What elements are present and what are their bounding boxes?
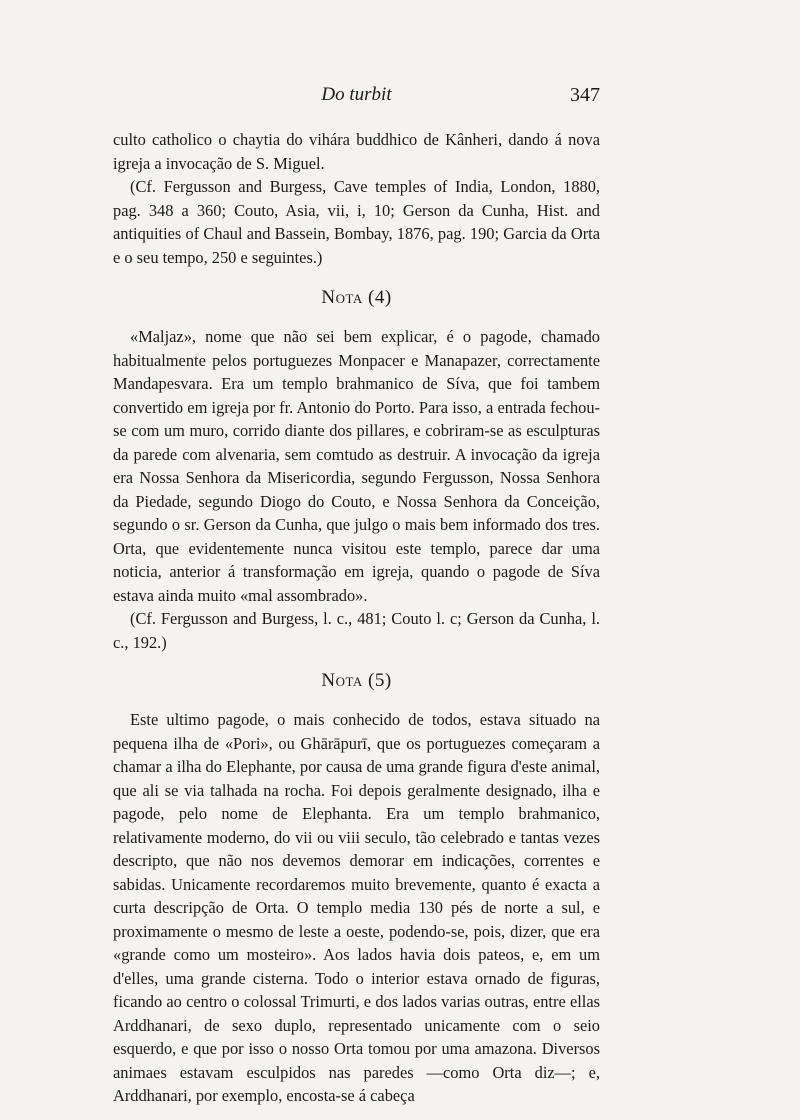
section-heading-nota-4: Nota (4) [321, 287, 392, 308]
intro-paragraph-2: (Cf. Fergusson and Burgess, Cave temples of India, London, 1880, pag. 348 a 360; Couto, Asia, vii, i, 10; Gerson da Cunha, Hist. and antiquities of Chaul and Bassein, Bombay, 1876, pag. 190; Garcia da Orta e o seu tempo, 250 e seguintes.) [113, 177, 600, 267]
running-title: Do turbit [321, 84, 392, 105]
nota4-paragraph-2: (Cf. Fergusson and Burgess, l. c., 481; Couto l. c; Gerson da Cunha, l. c., 192.) [113, 609, 600, 652]
page-number: 347 [570, 84, 600, 106]
page-body [113, 128, 600, 1108]
nota4-paragraph-1: «Maljaz», nome que não sei bem explicar, é o pagode, chamado habitualmente pelos portuguezes Monpacer e Manapazer, correctamente Mandapesvara. Era um templo brahmanico de Síva, que foi tambem convertido em igreja por fr. Antonio do Porto. Para isso, a entrada fechou-se com um muro, corrido diante dos pillares, e cobriram-se as esculpturas da parede com alvenaria, sem comtudo as destruir. A invocação da igreja era Nossa Senhora da Misericordia, segundo Fergusson, Nossa Senhora da Piedade, segundo Diogo do Couto, e Nossa Senhora da Conceição, segundo o sr. Gerson da Cunha, que julgo o mais bem informado dos tres. Orta, que evidentemente nunca visitou este templo, parece dar uma noticia, anterior á transformação em igreja, quando o pagode de Síva estava ainda muito «mal assombrado». [113, 327, 600, 605]
nota5-paragraph-1: Este ultimo pagode, o mais conhecido de todos, estava situado na pequena ilha de «Pori», ou Ghārāpurī, que os portuguezes começaram a chamar a ilha do Elephante, por causa de uma grande figura d'este animal, que ali se via talhada na rocha. Foi depois geralmente designado, ilha e pagode, pelo nome de Elephanta. Era um templo brahmanico, relativamente moderno, do vii ou viii seculo, tão celebrado e tantas vezes descripto, que não nos devemos demorar em indicações, correntes e sabidas. Unicamente recordaremos muito brevemente, quanto é exacta a curta descripção de Orta. O templo media 130 pés de norte a sul, e proximamente o mesmo de leste a oeste, podendo-se, pois, dizer, que era «grande como um mosteiro». Aos lados havia dois pateos, e, em um d'elles, uma grande cisterna. Todo o interior estava ornado de figuras, ficando ao centro o colossal Trimurti, e dos lados varias outras, entre ellas Arddhanari, de sexo duplo, representado unicamente com o seio esquerdo, e que por isso o nosso Orta tomou por uma amazona. Diversos animaes estavam esculpidos nas paredes —como Orta diz—; e, Arddhanari, por exemplo, encosta-se á cabeça [113, 710, 600, 1105]
running-header [113, 84, 600, 114]
intro-paragraph-1: culto catholico o chaytia do vihára buddhico de Kânheri, dando á nova igreja a invocação de S. Miguel. [113, 130, 600, 173]
section-heading-nota-5: Nota (5) [321, 670, 392, 691]
